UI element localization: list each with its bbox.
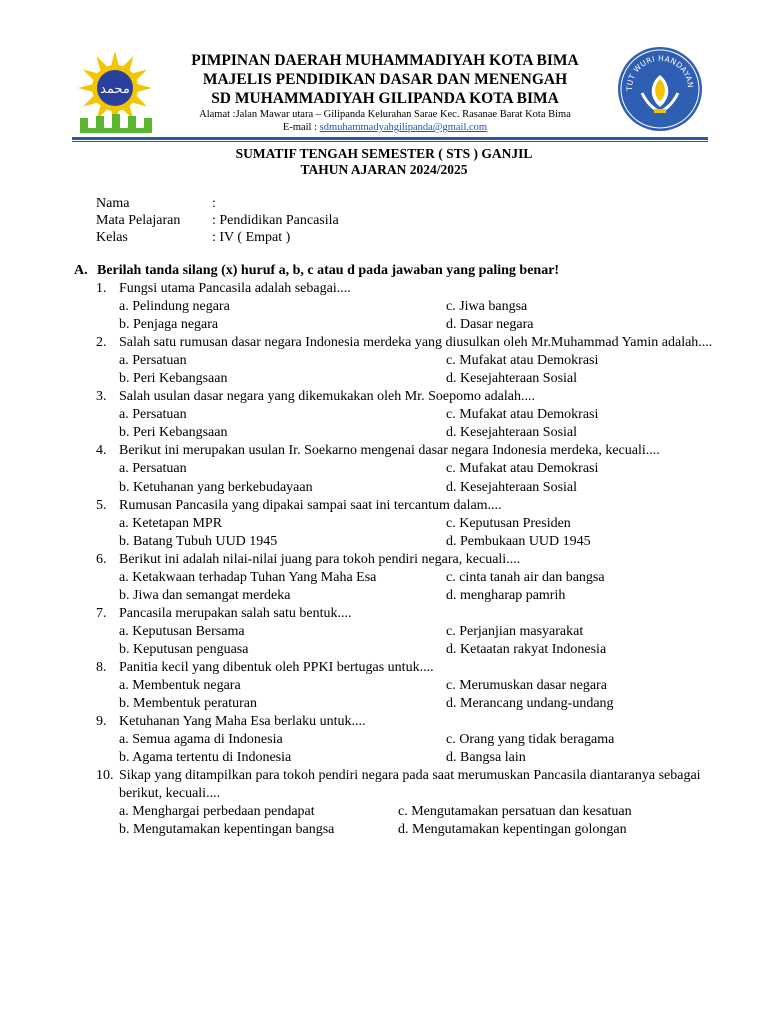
identity-row-subject [96,212,339,229]
option-b: b. Agama tertentu di Indonesia [119,750,292,766]
identity-label: Kelas [96,230,128,245]
svg-text:TUT WURI HANDAYANI: TUT WURI HANDAYAN [624,53,696,91]
option-d: d. Kesejahteraan Sosial [446,479,578,495]
option-b: b. Jiwa dan semangat merdeka [119,587,291,603]
exam-year: TAHUN AJARAN 2024/2025 [300,162,468,177]
question-text: Panitia kecil yang dibentuk oleh PPKI bertugas untuk.... [119,659,434,675]
letterhead-rule-thin [72,141,708,142]
identity-label: Mata Pelajaran [96,213,181,228]
muhammadiyah-logo [70,50,160,136]
option-b: b. Ketuhanan yang berkebudayaan [119,479,313,495]
school-email-line [170,121,600,134]
question-item [96,388,716,442]
question-text: Berikut ini adalah nilai-nilai juang para tokoh pendiri negara, kecuali.... [119,551,521,567]
question-text: Rumusan Pancasila yang dipakai sampai saat ini tercantum dalam.... [119,497,502,513]
svg-text:محمد: محمد [100,82,130,97]
question-number: 4. [96,443,107,459]
question-number: 10. [96,768,114,784]
question-item [96,713,716,767]
question-text: Berikut ini merupakan usulan Ir. Soekarno mengenai dasar negara Indonesia merdeka, kecuali.... [119,443,660,459]
option-c: c. Mufakat atau Demokrasi [446,353,599,369]
question-text: Sikap yang ditampilkan para tokoh pendiri negara pada saat merumuskan Pancasila diantaranya sebagai berikut, kecuali.... [119,768,701,802]
option-a: a. Ketetapan MPR [119,515,223,531]
question-item [96,605,716,659]
option-d: d. Bangsa lain [446,750,526,766]
option-b: b. Peri Kebangsaan [119,425,228,441]
identity-value: : Pendidikan Pancasila [212,213,339,228]
school-address: Alamat :Jalan Mawar utara – Gilipanda Kelurahan Sarae Kec. Rasanae Barat Kota Bima [199,109,571,120]
option-a: a. Persatuan [119,461,187,477]
option-a: a. Menghargai perbedaan pendapat [119,804,315,820]
question-number: 6. [96,551,107,567]
option-a: a. Semua agama di Indonesia [119,732,283,748]
option-d: d. Kesejahteraan Sosial [446,425,578,441]
option-a: a. Pelindung negara [119,299,230,315]
option-a: a. Persatuan [119,407,187,423]
option-c: c. Merumuskan dasar negara [446,678,607,694]
option-a: a. Keputusan Bersama [119,623,245,639]
option-b: b. Penjaga negara [119,317,219,333]
question-number: 7. [96,605,107,621]
option-a: a. Persatuan [119,353,187,369]
option-b: b. Keputusan penguasa [119,641,249,657]
email-link[interactable]: sdmuhammadyahgilipanda@gmail.com [319,122,488,133]
question-item [96,497,716,551]
question-item [96,551,716,605]
option-c: c. cinta tanah air dan bangsa [446,569,605,585]
option-b: b. Mengutamakan kepentingan bangsa [119,822,335,838]
section-instruction: Berilah tanda silang (x) huruf a, b, c atau d pada jawaban yang paling benar! [97,263,560,278]
question-number: 9. [96,714,107,730]
school-name: SD MUHAMMADIYAH GILIPANDA KOTA BIMA [211,90,559,107]
exam-title: SUMATIF TENGAH SEMESTER ( STS ) GANJIL [235,146,533,161]
exam-title-block [0,146,768,178]
question-number: 3. [96,389,107,405]
email-label: E-mail : [282,122,320,133]
org-name: PIMPINAN DAERAH MUHAMMADIYAH KOTA BIMA [191,52,579,69]
tut-wuri-handayani-logo [612,45,708,135]
question-item [96,334,716,388]
question-item [96,767,716,839]
letterhead-rule [72,137,708,140]
option-b: b. Membentuk peraturan [119,696,258,712]
option-d: d. Kesejahteraan Sosial [446,371,578,387]
option-c: c. Mengutamakan persatuan dan kesatuan [398,804,632,820]
option-c: c. Mufakat atau Demokrasi [446,407,599,423]
option-c: c. Orang yang tidak beragama [446,732,615,748]
section-letter: A. [74,263,88,278]
option-d: d. mengharap pamrih [446,587,566,603]
option-a: a. Membentuk negara [119,678,241,694]
option-d: d. Dasar negara [446,317,534,333]
student-identity [96,195,339,246]
question-text: Salah usulan dasar negara yang dikemukakan oleh Mr. Soepomo adalah.... [119,389,535,405]
option-d: d. Ketaatan rakyat Indonesia [446,641,607,657]
question-number: 5. [96,497,107,513]
identity-row-class [96,229,339,246]
identity-row-name [96,195,339,212]
question-item [96,280,716,334]
option-a: a. Ketakwaan terhadap Tuhan Yang Maha Esa [119,569,377,585]
identity-value: : [212,196,216,211]
question-text: Pancasila merupakan salah satu bentuk.... [119,605,352,621]
question-number: 8. [96,659,107,675]
section-a-heading [74,262,559,280]
question-number: 2. [96,335,107,351]
question-text: Salah satu rumusan dasar negara Indonesia merdeka yang diusulkan oleh Mr.Muhammad Yamin adalah.... [119,335,713,351]
option-b: b. Batang Tubuh UUD 1945 [119,533,278,549]
letterhead [170,51,600,134]
question-list [96,280,716,839]
option-d: d. Pembukaan UUD 1945 [446,533,591,549]
council-name: MAJELIS PENDIDIKAN DASAR DAN MENENGAH [202,71,568,88]
option-b: b. Peri Kebangsaan [119,371,228,387]
question-item [96,659,716,713]
option-c: c. Perjanjian masyarakat [446,623,584,639]
question-item [96,442,716,496]
question-text: Fungsi utama Pancasila adalah sebagai.... [119,281,351,296]
option-d: d. Merancang undang-undang [446,696,614,712]
option-c: c. Jiwa bangsa [446,299,528,315]
option-c: c. Mufakat atau Demokrasi [446,461,599,477]
identity-value: : IV ( Empat ) [212,230,291,245]
option-d: d. Mengutamakan kepentingan golongan [398,822,627,838]
question-number: 1. [96,281,107,296]
option-c: c. Keputusan Presiden [446,515,571,531]
question-text: Ketuhanan Yang Maha Esa berlaku untuk.... [119,714,366,730]
identity-label: Nama [96,196,130,211]
